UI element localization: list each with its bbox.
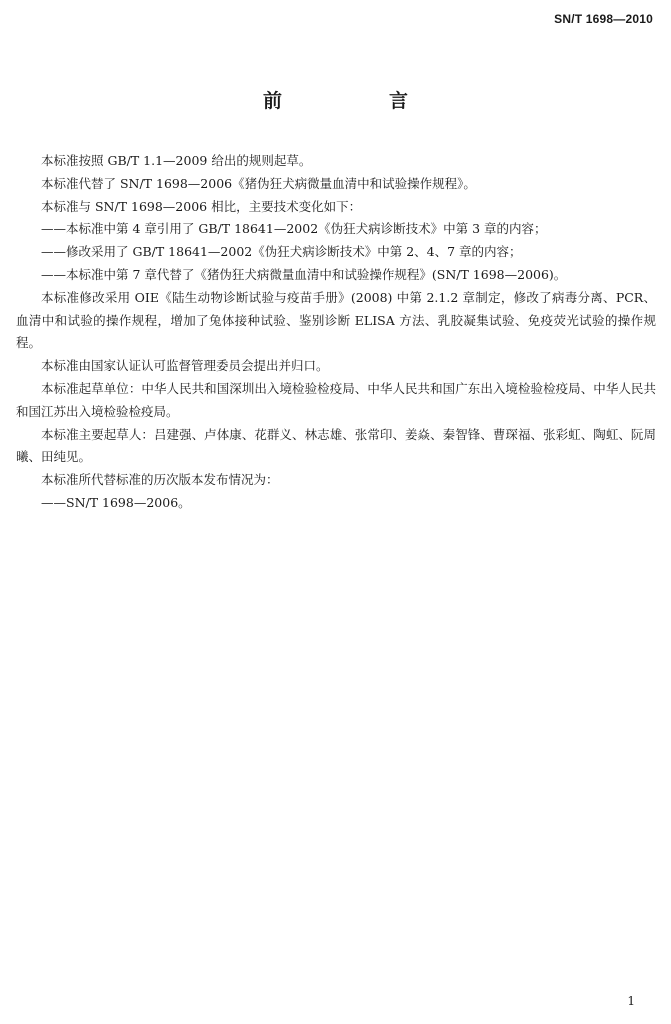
change-item-2: ——修改采用了 GB/T 18641—2002《伪狂犬病诊断技术》中第 2、4、7 章的内容； [41,244,522,260]
standard-number: SN/T 1698—2010 [554,12,653,26]
history-item-1: ——SN/T 1698—2006。 [41,494,191,510]
paragraph-drafting-rules: 本标准按照 GB/T 1.1—2009 给出的规则起草。 [41,153,312,168]
page-number: 1 [627,994,635,1008]
change-item-1: ——本标准中第 4 章引用了 GB/T 18641—2002《伪狂犬病诊断技术》中第 3 章的内容； [41,221,547,237]
paragraph-drafting-units: 本标准起草单位：中华人民共和国深圳出入境检验检疫局、中华人民共和国广东出入境检验检疫局、中华人民共和国江苏出入境检验检疫局。 [16,380,656,419]
paragraph-history-intro: 本标准所代替标准的历次版本发布情况为： [41,472,279,488]
paragraph-changes-intro: 本标准与 SN/T 1698—2006 相比，主要技术变化如下： [41,198,362,214]
paragraph-replaces: 本标准代替了 SN/T 1698—2006《猪伪狂犬病微量血清中和试验操作规程》。 [41,175,476,191]
foreword-body [16,150,656,515]
paragraph-oie-adoption: 本标准修改采用 OIE《陆生动物诊断试验与疫苗手册》(2008) 中第 2.1.2 章制定，修改了病毒分离、PCR、血清中和试验的操作规程，增加了兔体接种试验、鉴别诊断 ELISA 方法、乳胶凝集试验、免疫荧光试验的操作规程。 [16,289,656,351]
paragraph-drafters: 本标准主要起草人：吕建强、卢体康、花群义、林志雄、张常印、姜焱、秦智锋、曹琛福、张彩虹、陶虹、阮周曦、田纯见。 [16,426,656,465]
page-title: 前 言 [262,90,452,112]
change-item-3: ——本标准中第 7 章代替了《猪伪狂犬病微量血清中和试验操作规程》(SN/T 1698—2006)。 [41,266,567,282]
paragraph-proposed-by: 本标准由国家认证认可监督管理委员会提出并归口。 [41,358,329,374]
